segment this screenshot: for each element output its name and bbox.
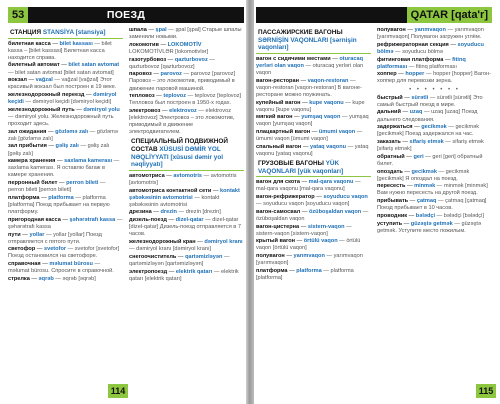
entry-headword: крытый вагон bbox=[256, 238, 296, 245]
entry-translation: dəmiryol yolu bbox=[83, 106, 120, 113]
section-title bbox=[8, 28, 123, 39]
dictionary-entry: спальный вагон — yataq vaqonu — yataq vaqonu [yataq vaqonu] bbox=[256, 143, 369, 157]
dictionary-entry: фитинговая платформа — fitinq platforması — fitinq platforması bbox=[377, 56, 466, 70]
entry-translation: dəmiryol kranı bbox=[204, 238, 243, 245]
entry-headword: зал ожидания bbox=[8, 128, 47, 135]
entry-example: — sistern-vaqon [sistern-vaqon] bbox=[256, 223, 352, 237]
entry-translation: geri bbox=[413, 153, 424, 160]
entry-example: — əqrəb [əqrəb] bbox=[55, 275, 96, 282]
section-title-ru: СТАНЦИЯ bbox=[10, 29, 42, 36]
entry-translation: vağzal bbox=[35, 77, 53, 84]
dictionary-entry: вагон-цистерна — sistern-vaqon — sistern-vaqon [sistern-vaqon] bbox=[256, 223, 352, 237]
section-title-translation: XÜSUSİ DƏMİR YOL NƏQLİYYATI [xüsusi dəmir yol nəqliyyatı] bbox=[131, 145, 223, 169]
dictionary-entry: железнодорожный путь — dəmiryol yolu — dəmiryol yolu. Железнодорожный путь проходит здесь. bbox=[8, 106, 120, 127]
entry-headword: газотурбовоз bbox=[129, 56, 167, 63]
entry-headword: вагон с сидячими местами bbox=[256, 55, 331, 62]
entry-example: LOKOMOTİVLƏR [lokomotivlər] bbox=[129, 48, 209, 55]
dictionary-entry: задержаться — gecikmək — gecikmək [gecikmək] Поезд задержался на час. bbox=[377, 124, 480, 138]
entry-example: — özüboşaldan vaqon bbox=[256, 208, 369, 222]
entry-headword: дальний bbox=[377, 109, 401, 116]
dictionary-entry: дизель-поезд — dizel-qatar — dizel-qatar [dizel-qatar] Дизель-поезд отправляется в 7 часов. bbox=[129, 217, 241, 238]
entry-headword: вагон-самосвал bbox=[256, 208, 301, 215]
dictionary-entry: полувагон — yarımvaqon — yarımvaqon [yarımvaqon] bbox=[256, 253, 363, 267]
entry-example: — kontakt şəbəkəsinin avtomotrisi bbox=[129, 194, 220, 208]
entry-headword: обратный bbox=[377, 153, 405, 160]
entry-translation: yollar bbox=[29, 231, 45, 238]
dictionary-entry: вагон для скота — mal-qara vaqonu — mal-qara vaqonu [mal-qara vaqonu] bbox=[256, 179, 361, 193]
entry-headword: вагон-рефрижератор bbox=[256, 194, 315, 201]
dictionary-entry: дальний — uzaq — uzaq [uzaq] Поезд дальнего следования. bbox=[377, 109, 478, 123]
dictionary-entry: шпала — şpal — şpal [şpal] Старые шпалы заменили новыми. bbox=[129, 27, 242, 41]
entry-example: — yollar [yollar] Поезд отправляется с пятого пути. bbox=[8, 231, 102, 245]
dictionary-entry: автомотриса — avtomotris — avtomotris [avtomotris] bbox=[129, 172, 237, 186]
dictionary-entry: быстрый — sürətli — sürətli [sürətli] Это самый быстрый поезд в мире. bbox=[377, 94, 483, 108]
entry-headword: вагон для скота bbox=[256, 179, 300, 186]
dictionary-entry: уступить — güzəştə getmək — güzəştə getmək. Уступите место пожилым. bbox=[377, 220, 482, 234]
entry-example: — dizel-qatar [dizel-qatar] Дизель-поезд отправляется в 7 часов. bbox=[129, 217, 241, 238]
right-page bbox=[254, 0, 500, 404]
entry-example: — platforma [platforma] bbox=[256, 267, 354, 282]
page-number: 114 bbox=[108, 384, 128, 398]
entry-headword: рефрижераторная секция bbox=[377, 41, 449, 48]
entry-translation: elektrovoz bbox=[169, 108, 197, 114]
entry-translation: drezin bbox=[160, 209, 177, 216]
entry-example: — bələdçi [bələdçi] bbox=[436, 212, 484, 219]
entry-headword: паровоз bbox=[129, 71, 152, 78]
entry-headword: полувагон bbox=[256, 253, 285, 260]
entry-translation: sifariş etmək bbox=[409, 138, 444, 145]
left-page bbox=[0, 0, 246, 404]
dictionary-entry: заказать — sifariş etmək — sifariş etmək [sifariş etmək] bbox=[377, 138, 484, 153]
column-1 bbox=[8, 27, 123, 367]
entry-example: — platforma [platforma] Поезд прибывает на первую платформу. bbox=[8, 194, 110, 216]
dictionary-entry: билетный автомат — bilet satan avtomat — bilet satan avtomat [bilet satan avtomat] bbox=[8, 62, 120, 76]
entry-translation: kontakt şəbəkəsinin avtomotrisi bbox=[129, 187, 240, 201]
section-title-translation: STANSİYA [stansiya] bbox=[42, 29, 106, 36]
entry-headword: автомотриса bbox=[129, 172, 165, 179]
entry-headword: проводник bbox=[377, 212, 408, 219]
entry-example: — saxlama kamerası. Я оставлю багаж в камере хранения. bbox=[8, 158, 120, 179]
entry-headword: спальный вагон bbox=[256, 143, 302, 150]
page-tab: QATAR [qata'r] bbox=[407, 7, 492, 23]
entry-example: — güzəştə getmək. Уступите место пожилым. bbox=[377, 220, 482, 234]
dictionary-entry: мягкий вагон — yumşaq vaqon — yumşaq vaqon [yumşaq vaqon] bbox=[256, 114, 369, 128]
dictionary-entry: платформа — platforma — platforma [platforma] Поезд прибывает на первую платформу. bbox=[8, 194, 110, 216]
entry-translation: uzaq bbox=[409, 109, 423, 116]
entry-example: — elektrovoz [elektrovoz] Электровоз – это локомотив, приводимый в движение электродвигателем. bbox=[129, 108, 235, 136]
entry-example: — sifariş etmək [sifariş etmək] bbox=[377, 138, 484, 153]
entry-headword: хоппер bbox=[377, 71, 397, 78]
entry-translation: hopper bbox=[405, 71, 425, 78]
dictionary-entry: снегоочиститель — qartəmizləyən — qartəmizləyən [qartəmizləyən] bbox=[129, 253, 230, 267]
entry-translation: vaqon-restoran bbox=[307, 77, 349, 84]
entry-example: — hopper [hopper] Вагон-хоппер для перевозки зерна. bbox=[377, 71, 491, 85]
entry-example: — geri [geri] обратный билет. bbox=[377, 153, 483, 167]
dictionary-entry: купейный вагон — kupe vaqonu — kupe vaqonu [kupe vaqonu] bbox=[256, 99, 365, 113]
entry-example: — parovoz [parovoz] Паровоз – это локомотив, приводимый в движение паровой машиной. bbox=[129, 71, 236, 92]
entry-example: — avtomotris [avtomotris] bbox=[129, 172, 237, 186]
dictionary-entry: полувагон — yarımvaqon — yarımvaqon [yarımvaqon] Полувагон загружен углём. bbox=[377, 27, 484, 41]
entry-headword: шпала bbox=[129, 27, 147, 33]
entry-translation: perron bileti bbox=[66, 180, 99, 187]
entry-headword: опоздать bbox=[377, 168, 403, 175]
entry-example: — teplovoz [teplovoz] Тепловоз был построен в 1950-х годах. bbox=[129, 93, 242, 107]
dictionary-entry: паровоз — parovoz — parovoz [parovoz] Паровоз – это локомотив, приводимый в движение паровой машиной. bbox=[129, 71, 236, 92]
dictionary-entry: тепловоз — teplovoz — teplovoz [teplovoz] Тепловоз был построен в 1950-х годах. bbox=[129, 93, 242, 107]
dictionary-entry: прибывать — çatmaq — çatmaq [çatmaq] Поезд прибывает в 10 часов. bbox=[377, 198, 487, 212]
entry-translation: kupe vaqonu bbox=[309, 99, 344, 106]
entry-headword: быстрый bbox=[377, 94, 403, 101]
dictionary-entry: билетная касса — bilet kassası — bilet kassa – [bilet kassasi] Билетная касса находится справа. bbox=[8, 40, 112, 61]
entry-example: — yarımvaqon [yarımvaqon] bbox=[256, 253, 363, 267]
entry-headword: фитинговая платформа bbox=[377, 56, 444, 63]
entry-translation: ümumi vaqon bbox=[318, 129, 356, 136]
section-title-ru: СПЕЦИАЛЬНЫЙ ПОДВИЖНОЙ СОСТАВ bbox=[131, 138, 228, 153]
entry-translation: platforma bbox=[48, 194, 74, 201]
dictionary-entry: вагон-ресторан — vaqon-restoran — vaqon-restoran [vaqon-restoran] В вагоне-ресторане можно поужинать. bbox=[256, 77, 362, 98]
entry-headword: вагон-цистерна bbox=[256, 223, 300, 230]
entry-headword: вагон-ресторан bbox=[256, 77, 299, 84]
dictionary-entry: светофор — svetofor — svetofor [svetofor] Поезд остановился на светофоре. bbox=[8, 246, 120, 260]
dictionary-entry: зал прибытия — gəliş zalı — gəliş zalı [gəliş zalı] bbox=[8, 143, 110, 157]
entry-translation: yarımvaqon bbox=[293, 253, 325, 260]
entry-translation: güzəştə getmək bbox=[410, 220, 453, 227]
entry-headword: камера хранения bbox=[8, 158, 56, 165]
book-gutter bbox=[246, 0, 254, 404]
entry-headword: железнодорожный кран bbox=[129, 238, 196, 245]
entry-example: — məlumat bürosu. Спросите в справочной. bbox=[8, 261, 114, 275]
entry-headword: тепловоз bbox=[129, 93, 155, 100]
entry-translation: svetofor bbox=[43, 246, 67, 253]
entry-example: — yarımvaqon [yarımvaqon] Полувагон загружен углём. bbox=[377, 27, 484, 41]
entry-translation: minmək bbox=[414, 183, 436, 190]
dictionary-entry: газотурбовоз — qazturbovoz — qazturbovoz [qazturbovoz] bbox=[129, 56, 215, 70]
entry-headword: пригородная касса bbox=[8, 216, 61, 223]
entry-example: — gecikmək [gecikmək] Поезд задержался на час. bbox=[377, 124, 480, 138]
entry-translation: əqrəb bbox=[38, 275, 54, 282]
dictionary-entry: вагон-рефрижератор — soyuducu vaqon — soyuducu vaqon [soyuducu vaqon] bbox=[256, 194, 368, 208]
entry-headword: дизель-поезд bbox=[129, 217, 167, 224]
section-title-translation: YÜK VAQONLARI [yük vaqonları] bbox=[258, 160, 344, 175]
dictionary-entry: крытый вагон — örtülü vaqon — örtülü vaqon [örtülü vaqon] bbox=[256, 238, 361, 252]
entry-translation: fitinq platforması bbox=[377, 56, 466, 70]
entry-translation: soyuducu vaqon bbox=[323, 194, 368, 201]
entry-translation: şəhərətrafı kassa bbox=[69, 216, 116, 223]
section-title-ru: ПАССАЖИРСКИЕ ВАГОНЫ bbox=[258, 29, 343, 36]
dictionary-entry: проводник — bələdçi — bələdçi [bələdçi] bbox=[377, 212, 484, 219]
entry-example: — qazturbovoz [qazturbovoz] bbox=[129, 56, 215, 70]
entry-headword: светофор bbox=[8, 246, 36, 253]
page-number: 115 bbox=[476, 384, 496, 398]
dictionary-entry: электровоз — elektrovoz — elektrovoz [elektrovoz] Электровоз – это локомотив, приводимый в движение электродвигателем. bbox=[129, 108, 235, 136]
dictionary-entry: зал ожидания — gözləmə zalı — gözləmə zalı [gözləmə zalı] bbox=[8, 128, 118, 142]
dictionary-entry: локомотив — LOKOMOTİV LOKOMOTİVLƏR [lokomotivlər] bbox=[129, 41, 209, 55]
entry-translation: soyuducu bölmə bbox=[377, 41, 484, 55]
entry-translation: yataq vaqonu bbox=[309, 143, 347, 150]
column-2 bbox=[377, 27, 492, 367]
page-header bbox=[8, 7, 244, 23]
entry-headword: платформа bbox=[256, 267, 288, 274]
entry-translation: dizel-qatar bbox=[175, 217, 204, 224]
entry-headword: автомотриса контактной сети bbox=[129, 187, 212, 194]
dictionary-entry: вагон с сидячими местами — oturacaq yerləri olan vaqon — oturacaq yerləri olan vaqon bbox=[256, 55, 364, 76]
entry-headword: дрезина bbox=[129, 209, 152, 216]
entry-example: — dəmiryol kranı [dəmiryol kranı] bbox=[129, 246, 212, 253]
entry-translation: saxlama kamerası bbox=[64, 158, 113, 165]
entry-example: — perron bileti [perron bileti] bbox=[8, 180, 106, 194]
entry-headword: купейный вагон bbox=[256, 99, 301, 106]
entry-example: — sürətli [sürətli] Это самый быстрый поезд в мире. bbox=[377, 94, 483, 108]
entry-translation: özüboşaldan vaqon bbox=[308, 208, 362, 215]
entry-example: — drezin [drezin] bbox=[178, 209, 221, 216]
column-1 bbox=[256, 27, 371, 367]
entry-translation: platforma bbox=[296, 267, 322, 274]
entry-example: — dəmiryol yolu. Железнодорожный путь проходит здесь. bbox=[8, 113, 114, 127]
dictionary-entry: плацкартный вагон — ümumi vaqon — ümumi vaqon [ümumi vaqon] bbox=[256, 129, 363, 143]
entry-example: — uzaq [uzaq] Поезд дальнего следования. bbox=[377, 109, 478, 123]
entry-headword: справочная bbox=[8, 261, 41, 268]
dictionary-entry: стрелка — əqrəb — əqrəb [əqrəb] bbox=[8, 275, 96, 282]
entry-example: — çatmaq [çatmaq] Поезд прибывает в 10 часов. bbox=[377, 198, 487, 212]
section-title-translation: SƏRNİŞİN VAQONLARI [sərnişin vaqonları] bbox=[258, 36, 357, 52]
entry-example: — qartəmizləyən [qartəmizləyən] bbox=[129, 253, 230, 267]
entry-translation: məlumat bürosu bbox=[49, 261, 93, 268]
entry-example: — bilet satan avtomat [bilet satan avtomat] bbox=[8, 69, 114, 76]
entry-headword: задержаться bbox=[377, 124, 413, 131]
entry-headword: вокзал bbox=[8, 77, 27, 84]
entry-example: — kupe vaqonu [kupe vaqonu] bbox=[256, 99, 365, 113]
dictionary-entry: автомотриса контактной сети — kontakt şəbəkəsinin avtomotrisi — kontakt şəbəkəsinin avtomotrisi bbox=[129, 187, 240, 208]
entry-headword: полувагон bbox=[377, 27, 406, 33]
entry-translation: gəliş zalı bbox=[55, 143, 79, 150]
entry-example: — örtülü vaqon [örtülü vaqon] bbox=[256, 238, 361, 252]
dictionary-entry: дрезина — drezin — drezin [drezin] bbox=[129, 209, 221, 216]
entry-headword: билетный автомат bbox=[8, 62, 60, 69]
entry-translation: oturacaq yerləri olan vaqon bbox=[256, 55, 363, 69]
column-2 bbox=[129, 27, 244, 367]
columns bbox=[8, 27, 244, 367]
dictionary-entry: пересесть — minmək — minmək [minmək] Вам нужно пересесть на другой поезд. bbox=[377, 183, 488, 197]
entry-headword: пути bbox=[8, 231, 21, 238]
separator: • • • • • • • bbox=[409, 86, 460, 93]
entry-example: — fitinq platforması bbox=[408, 63, 457, 70]
entry-example: — dəmiryol keçidi [dəmiryol keçidi] bbox=[25, 99, 112, 106]
entry-translation: qazturbovoz bbox=[174, 56, 208, 63]
dictionary-entry: платформа — platforma — platforma [platforma] bbox=[256, 267, 354, 282]
entry-headword: мягкий вагон bbox=[256, 114, 293, 121]
entry-translation: yarımvaqon bbox=[414, 27, 446, 33]
dictionary-entry: рефрижераторная секция — soyuducu bölmə — soyuducu bölmə bbox=[377, 41, 484, 55]
columns bbox=[256, 27, 492, 367]
entry-translation: çatmaq bbox=[416, 198, 437, 205]
entry-headword: пересесть bbox=[377, 183, 406, 190]
dictionary-entry: справочная — məlumat bürosu — məlumat bürosu. Спросите в справочной. bbox=[8, 261, 114, 275]
entry-example: — gəliş zalı [gəliş zalı] bbox=[8, 143, 110, 157]
entry-translation: teplovoz bbox=[163, 93, 187, 100]
entry-example: — soyuducu bölmə bbox=[395, 48, 443, 55]
entry-headword: электропоезд bbox=[129, 268, 168, 275]
entry-headword: железнодорожный путь bbox=[8, 106, 75, 113]
entry-example: — vağzal [vağzal] Этот красивый вокзал был построен в 19 веке. bbox=[8, 77, 117, 91]
entry-example: — oturacaq yerləri olan vaqon bbox=[256, 62, 364, 76]
entry-example: — minmək [minmək] Вам нужно пересесть на другой поезд. bbox=[377, 183, 488, 197]
dictionary-entry: вокзал — vağzal — vağzal [vağzal] Этот красивый вокзал был построен в 19 веке. bbox=[8, 77, 117, 91]
section-title bbox=[256, 159, 371, 177]
entry-translation: gecikmək bbox=[411, 168, 437, 175]
dictionary-entry: железнодорожный кран — dəmiryol kranı — dəmiryol kranı [dəmiryol kranı] bbox=[129, 238, 243, 253]
entry-translation: qartəmizləyən bbox=[185, 253, 223, 260]
section-title-ru: ГРУЗОВЫЕ ВАГОНЫ bbox=[258, 160, 324, 168]
section-header-title: ПОЕЗД bbox=[106, 9, 146, 21]
page-tab: 53 bbox=[8, 7, 28, 23]
entry-example: — gecikmək [gecikmək] Я опоздал на поезд. bbox=[377, 168, 470, 182]
entry-example: — soyuducu vaqon [soyuducu vaqon] bbox=[256, 201, 350, 208]
entry-example: — gözləmə zalı [gözləmə zalı] bbox=[8, 128, 118, 142]
dictionary-entry: вагон-самосвал — özüboşaldan vaqon — özüboşaldan vaqon bbox=[256, 208, 369, 222]
entry-headword: заказать bbox=[377, 138, 401, 145]
entry-headword: снегоочиститель bbox=[129, 253, 177, 260]
entry-translation: gözləmə zalı bbox=[55, 128, 89, 135]
entry-example: — şəhərətrafı kassa bbox=[8, 216, 123, 230]
entry-example: — şpal [şpal] Старые шпалы заменили новыми. bbox=[129, 27, 242, 41]
dictionary-entry: хоппер — hopper — hopper [hopper] Вагон-хоппер для перевозки зерна. bbox=[377, 71, 491, 85]
entry-example: — ümumi vaqon [ümumi vaqon] bbox=[256, 129, 363, 143]
entry-translation: avtomotris bbox=[173, 172, 203, 179]
entry-example: — svetofor [svetofor] Поезд остановился на светофоре. bbox=[8, 246, 120, 260]
entry-translation: bilet kassası bbox=[59, 40, 93, 47]
entry-example: — bilet kassa – [bilet kassasi] Билетная касса находится справа. bbox=[8, 40, 112, 61]
dictionary-entry: пригородная касса — şəhərətrafı kassa — şəhərətrafı kassa bbox=[8, 216, 123, 230]
dictionary-entry: опоздать — gecikmək — gecikmək [gecikmək] Я опоздал на поезд. bbox=[377, 168, 470, 182]
dictionary-entry: перронный билет — perron bileti — perron bileti [perron bileti] bbox=[8, 180, 106, 194]
entry-headword: локомотив bbox=[129, 41, 159, 48]
entry-translation: parovoz bbox=[160, 71, 182, 78]
page-header bbox=[256, 7, 492, 23]
dictionary-entry: электропоезд — elektrik qatarı — elektrik qatarı [elektrik qatarı] bbox=[129, 268, 239, 282]
entry-headword: прибывать bbox=[377, 198, 409, 205]
entry-translation: sistern-vaqon bbox=[307, 223, 345, 230]
entry-headword: перронный билет bbox=[8, 180, 58, 187]
entry-translation: bilet satan avtomat bbox=[68, 62, 120, 69]
dictionary-entry: пути — yollar — yollar [yollar] Поезд отправляется с пятого пути. bbox=[8, 231, 102, 245]
entry-headword: железнодорожный переезд bbox=[8, 92, 85, 99]
entry-headword: билетная касса bbox=[8, 40, 51, 47]
entry-headword: уступить bbox=[377, 220, 403, 227]
entry-translation: LOKOMOTİV bbox=[167, 41, 202, 48]
entry-headword: электровоз bbox=[129, 108, 161, 114]
entry-headword: зал прибытия bbox=[8, 143, 47, 150]
entry-headword: платформа bbox=[8, 194, 40, 201]
entry-translation: sürətli bbox=[411, 94, 429, 101]
entry-example: — vaqon-restoran [vaqon-restoran] В вагоне-ресторане можно поужинать. bbox=[256, 77, 362, 98]
entry-translation: yumşaq vaqon bbox=[301, 114, 341, 121]
entry-translation: mal-qara vaqonu bbox=[308, 179, 354, 186]
section-title bbox=[129, 137, 244, 170]
section-title bbox=[256, 28, 371, 54]
entry-translation: örtülü vaqon bbox=[303, 238, 338, 245]
entry-headword: стрелка bbox=[8, 275, 30, 282]
entry-translation: dəmiryol keçidi bbox=[8, 92, 117, 106]
entry-example: — yataq vaqonu [yataq vaqonu] bbox=[256, 143, 369, 157]
entry-headword: плацкартный вагон bbox=[256, 129, 311, 136]
dictionary-entry: обратный — geri — geri [geri] обратный билет. bbox=[377, 153, 483, 167]
entry-translation: elektrik qatarı bbox=[175, 268, 213, 275]
entry-example: — yumşaq vaqon [yumşaq vaqon] bbox=[256, 114, 369, 128]
entry-translation: bələdçi bbox=[415, 212, 436, 219]
entry-translation: şpal bbox=[155, 27, 167, 33]
entry-example: — mal-qara vaqonu [mal-qara vaqonu] bbox=[256, 179, 361, 193]
dictionary-entry: камера хранения — saxlama kamerası — saxlama kamerası. Я оставлю багаж в камере хранения. bbox=[8, 158, 120, 179]
entry-translation: gecikmək bbox=[421, 124, 447, 131]
dictionary-entry: железнодорожный переезд — dəmiryol keçidi — dəmiryol keçidi [dəmiryol keçidi] bbox=[8, 92, 117, 106]
entry-example: — elektrik qatarı [elektrik qatarı] bbox=[129, 268, 239, 282]
